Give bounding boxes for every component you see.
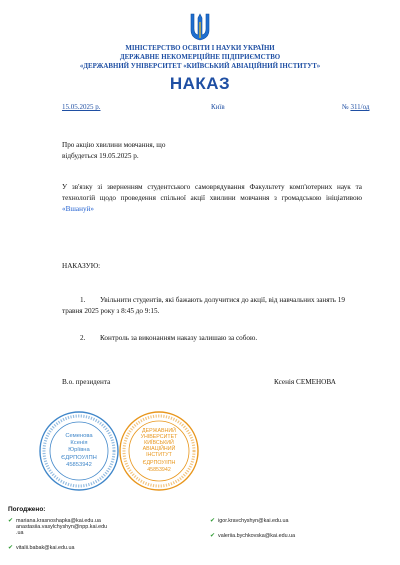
signatory-role: В.о. президента <box>62 378 111 386</box>
checkmark-icon: ✔ <box>210 533 216 539</box>
approval-entry <box>8 518 107 536</box>
university-name: «ДЕРЖАВНИЙ УНІВЕРСИТЕТ «КИЇВСЬКИЙ АВІАЦІЙНИЙ ІНСТИТУТ» <box>79 63 321 70</box>
approver-email[interactable]: .ua <box>16 530 24 536</box>
order-number <box>342 103 369 111</box>
order-item <box>62 333 362 344</box>
approver-email[interactable]: mariana.krasnoshapka@kai.edu.ua <box>16 518 101 524</box>
seal2-line: 45853942 <box>147 467 171 473</box>
order-heading: НАКАЗУЮ: <box>62 262 101 270</box>
order-subject <box>62 140 212 162</box>
order-subject-line2: відбудеться 19.05.2025 р. <box>62 152 139 160</box>
order-item-text: Увільнити студентів, які бажають долучитися до акції, від навчальних занять 19 травня 2025 року з 8:45 до 9:15. <box>62 296 345 315</box>
seal1-line: Семенова <box>65 433 93 439</box>
order-item-text: Контроль за виконанням наказу залишаю за собою. <box>100 334 258 342</box>
initiative-link[interactable]: «Вшануй» <box>62 205 94 213</box>
document-title: НАКАЗ <box>169 74 231 93</box>
seal2-line: УНІВЕРСИТЕТ <box>140 434 178 440</box>
seal2-line: КИЇВСЬКИЙ <box>144 440 174 446</box>
seal2-line: ІНСТИТУТ <box>146 452 172 458</box>
seal2-line: ЄДРПОУ/ІПН <box>142 460 176 466</box>
order-number-prefix: № <box>342 103 349 111</box>
approver-email[interactable]: valeriia.bychkovska@kai.edu.ua <box>218 533 296 539</box>
approvals-heading: Погоджено: <box>8 506 46 513</box>
approver-email[interactable]: vitalii.babak@kai.edu.ua <box>16 545 75 551</box>
ministry-name: МІНІСТЕРСТВО ОСВІТИ І НАУКИ УКРАЇНИ <box>125 45 275 52</box>
seal1-line: 45853942 <box>66 462 92 468</box>
order-city: Київ <box>211 103 225 111</box>
organization-seal-stamp <box>118 410 200 492</box>
order-subject-line1: Про акцію хвилини мовчання, що <box>62 141 166 149</box>
checkmark-icon: ✔ <box>210 518 216 524</box>
checkmark-icon: ✔ <box>8 518 14 524</box>
order-item-number: 1. <box>80 296 86 304</box>
paragraph-text: У зв'язку зі зверненням студентського самоврядування Факультету комп'ютерних наук та технологій щодо проведення спільної акції хвилини мовчання з громадською ініціативою <box>62 183 362 202</box>
approval-entry <box>210 533 295 539</box>
order-number-value: 311/од <box>350 103 370 111</box>
seal1-line: ЄДРПОУ/ІПН <box>61 455 97 461</box>
enterprise-name: ДЕРЖАВНЕ НЕКОМЕРЦІЙНЕ ПІДПРИЄМСТВО <box>119 54 281 61</box>
approver-email[interactable]: anastasiia.vasylchyshyn@npp.kai.edu <box>16 524 108 530</box>
order-date: 15.05.2025 р. <box>62 103 101 111</box>
order-paragraph <box>62 182 362 215</box>
approval-entry <box>8 545 75 551</box>
order-item-number: 2. <box>80 334 86 342</box>
signatory-name: Ксенія СЕМЕНОВА <box>274 378 336 386</box>
seal2-line: ДЕРЖАВНИЙ <box>142 428 176 434</box>
approval-entry <box>210 518 289 524</box>
seal1-line: Юріївна <box>68 447 90 453</box>
trident-coat-of-arms-icon <box>189 12 211 42</box>
personal-seal-stamp <box>38 410 120 492</box>
approver-email[interactable]: igor.kravchyshyn@kai.edu.ua <box>218 518 289 524</box>
checkmark-icon: ✔ <box>8 545 14 551</box>
order-item <box>62 295 362 317</box>
seal1-line: Ксенія <box>70 440 88 446</box>
seal2-line: АВІАЦІЙНИЙ <box>142 446 176 452</box>
